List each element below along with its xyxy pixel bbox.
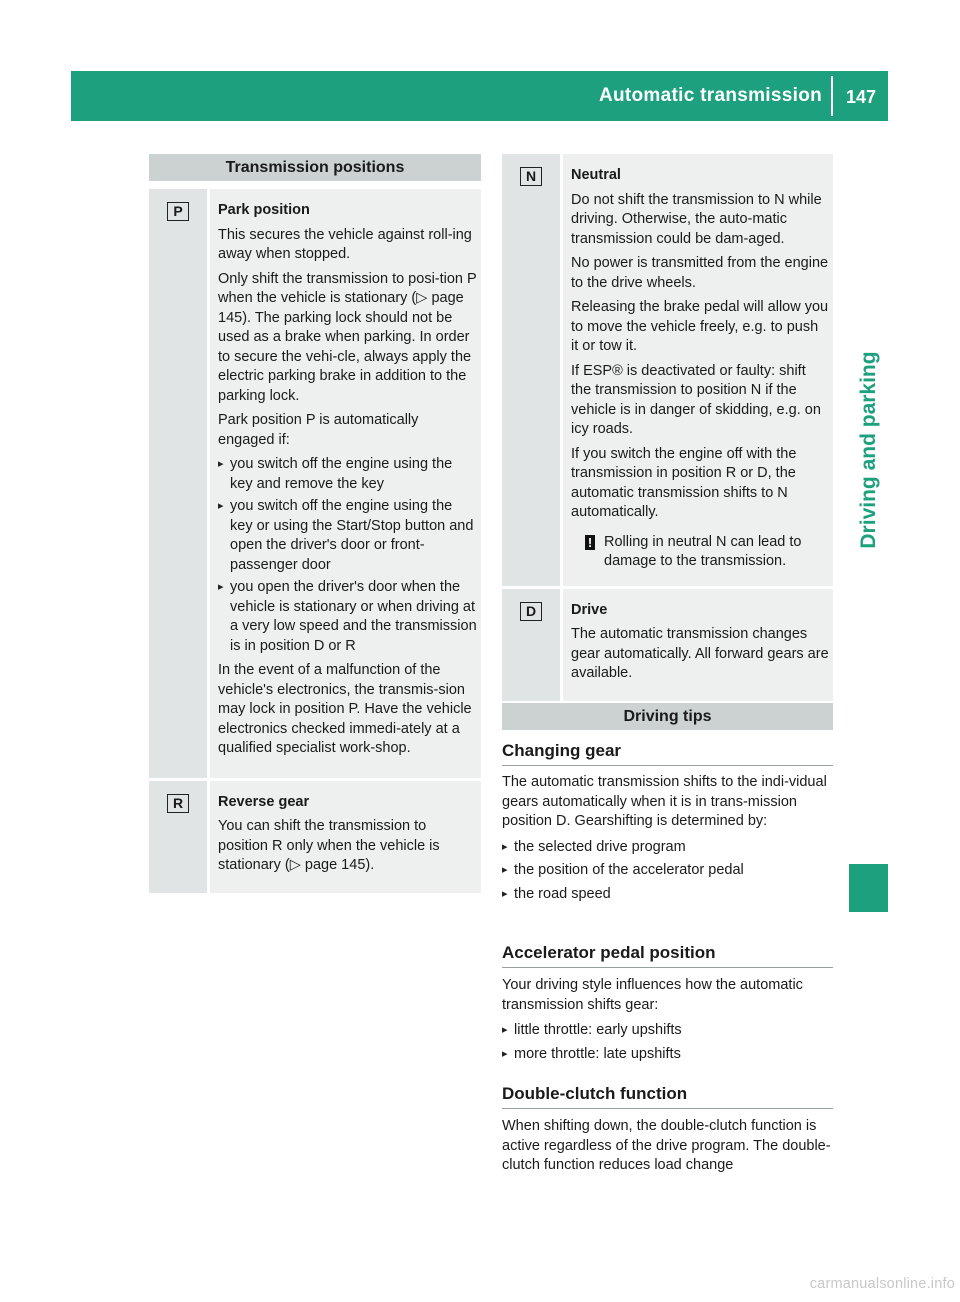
neutral-text-1: Do not shift the transmission to N while driving. Otherwise, the auto-matic transmission could be dam-aged. [571,191,822,247]
side-tab-label: Driving and parking [857,351,880,549]
park-text-2: Only shift the transmission to posi-tion P when the vehicle is stationary (▷ page 145). The parking lock should not be used as a brake when parking. In order to secure the vehi-cle, always apply the electric parking brake in addition to the parking lock. [218,270,477,404]
chapter-title: Automatic transmission [598,85,822,106]
accelerator-text: Your driving style influences how the automatic transmission shifts gear: [502,977,803,1013]
divider [502,765,833,766]
subheading-double-clutch: Double-clutch function [502,1084,688,1103]
list-item: ▸ you switch off the engine using the key and remove the key [218,455,477,494]
side-tab [849,305,888,595]
list-item: ▸ the position of the accelerator pedal [502,861,833,881]
list-item: ▸ more throttle: late upshifts [502,1045,833,1065]
key-cell [149,781,207,893]
divider [502,967,833,968]
drive-title: Drive [571,601,608,618]
reverse-key-icon: R [167,794,189,813]
divider [502,1108,833,1109]
list-item: ▸ you switch off the engine using the key or using the Start/Stop button and open the driver's door or front-passenger door [218,497,477,575]
table-row-reverse [149,781,481,893]
section-heading-transmission: Transmission positions [149,154,481,181]
page-number: 147 [845,87,877,107]
key-cell [502,589,560,701]
list-item: ▸ the road speed [502,885,833,905]
table-row-park [149,189,481,778]
park-conditions-list [218,455,477,656]
subheading-accelerator: Accelerator pedal position [502,943,716,962]
double-clutch-text: When shifting down, the double-clutch function is active regardless of the drive program. The double-clutch function reduces load change [502,1118,831,1173]
list-item: ▸ little throttle: early upshifts [502,1021,833,1041]
list-item: ▸ the selected drive program [502,838,833,858]
double-clutch-body [502,1117,833,1182]
transmission-table-right [502,154,833,704]
reverse-title: Reverse gear [218,793,310,810]
side-tab-marker [849,864,888,912]
header-divider [831,76,833,116]
list-item: ▸ you open the driver's door when the vehicle is stationary or when driving at a very low speed and the transmission is in position D or R [218,578,477,656]
transmission-table-left [149,189,481,896]
neutral-text-5: If you switch the engine off with the transmission in position R or D, the automatic transmission shifts to N automatically. [571,445,797,520]
neutral-warning [571,533,829,572]
park-text-1: This secures the vehicle against roll-ing away when stopped. [218,226,472,262]
changing-gear-list [502,838,833,905]
park-title: Park position [218,202,310,218]
park-text-4: In the event of a malfunction of the vehicle's electronics, the transmis-sion may lock in position P. Have the vehicle electronics checked immedi-ately at a qualified specialist work-shop. [218,662,472,756]
drive-description [563,589,833,701]
changing-gear-body [502,773,833,909]
park-text-3: Park position P is automatically engaged if: [218,412,419,448]
key-cell [502,154,560,586]
reverse-description [210,781,481,893]
neutral-description [563,154,833,586]
key-cell [149,189,207,778]
table-row-drive [502,589,833,701]
neutral-text-3: Releasing the brake pedal will allow you to move the vehicle freely, e.g. to push it or tow it. [571,299,829,354]
warning-text: Rolling in neutral N can lead to damage to the transmission. [604,533,802,569]
neutral-key-icon: N [520,167,542,186]
neutral-text-2: No power is transmitted from the engine to the drive wheels. [571,255,829,291]
drive-text-1: The automatic transmission changes gear automatically. All forward gears are available. [571,626,829,681]
drive-key-icon: D [520,602,542,621]
table-row-neutral [502,154,833,586]
warning-icon: ! [585,535,595,550]
section-heading-driving-tips: Driving tips [502,703,833,730]
neutral-title: Neutral [571,167,621,183]
park-description [210,189,481,778]
accelerator-body [502,976,833,1069]
reverse-text-1: You can shift the transmission to position R only when the vehicle is stationary (▷ page 145). [218,818,440,873]
watermark: carmanualsonline.info [809,1276,955,1292]
neutral-text-4: If ESP® is deactivated or faulty: shift the transmission to position N if the vehicle is in danger of skidding, e.g. on icy roads. [571,362,821,437]
accelerator-list [502,1021,833,1064]
subheading-changing-gear: Changing gear [502,741,622,760]
park-key-icon: P [167,202,189,221]
changing-gear-text: The automatic transmission shifts to the indi-vidual gears automatically when it is in trans-mission position D. Gearshifting is determined by: [502,774,827,829]
